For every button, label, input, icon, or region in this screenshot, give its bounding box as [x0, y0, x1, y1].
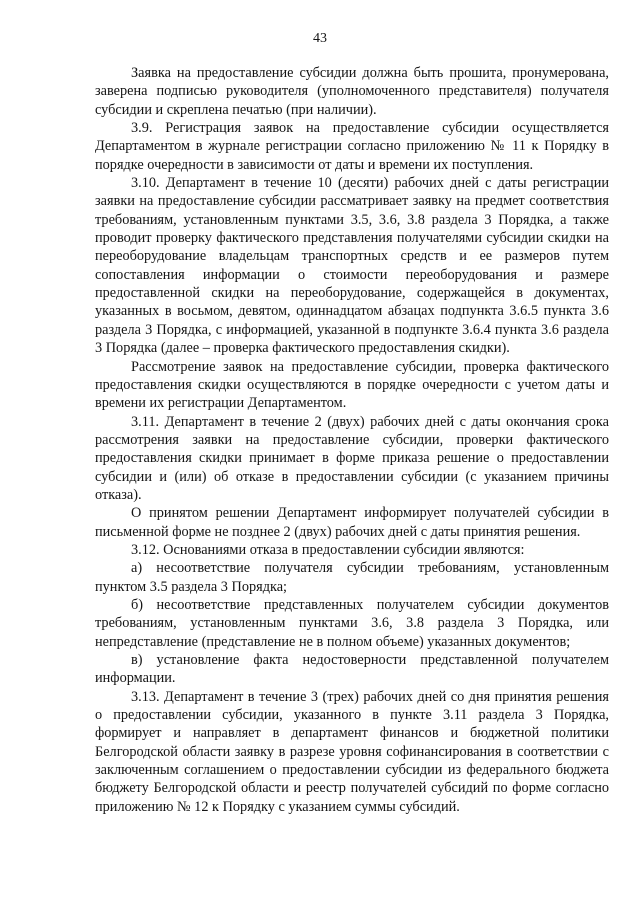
document-body	[95, 64, 609, 816]
paragraph-3-11-decision: 3.11. Департамент в течение 2 (двух) рабочих дней с даты окончания срока рассмотрения заявки на предоставление субсидии, проверки фактического предоставления скидки принимает в форме приказа решение о предоставлении субсидии и (или) об отказе в предоставлении субсидии (с указанием причины отказа).	[95, 413, 609, 503]
paragraph-review-order: Рассмотрение заявок на предоставление субсидии, проверка фактического предоставления скидки осуществляются в порядке очередности с учетом даты и времени их регистрации Департаментом.	[95, 358, 609, 412]
paragraph-3-10-review: 3.10. Департамент в течение 10 (десяти) рабочих дней с даты регистрации заявки на предоставление субсидии рассматривает заявку на предмет соответствия требованиям, установленным пунктами 3.5, 3.6, 3.8 раздела 3 Порядка, а также проводит проверку фактического представления получателями субсидии скидки на переоборудование владельцам транспортных средств и ее размеров путем сопоставления информации о стоимости переоборудования и размере предоставленной скидки на переоборудование, содержащейся в документах, указанных в восьмом, девятом, одиннадцатом абзацах подпункта 3.6.5 пункта 3.6 раздела 3 Порядка, с информацией, указанной в подпункте 3.6.4 пункта 3.6 раздела 3 Порядка (далее – проверка фактического предоставления скидки).	[95, 175, 609, 357]
paragraph-ground-c: в) установление факта недостоверности представленной получателем информации.	[95, 652, 609, 687]
paragraph-3-9-registration: 3.9. Регистрация заявок на предоставление субсидии осуществляется Департаментом в журнале регистрации согласно приложению № 11 к Порядку в порядке очередности в зависимости от даты и времени их поступления.	[95, 120, 609, 173]
paragraph-3-12-refusal-grounds: 3.12. Основаниями отказа в предоставлении субсидии являются:	[131, 541, 525, 558]
paragraph-ground-b: б) несоответствие представленных получателем субсидии документов требованиям, установленным пунктами 3.6, 3.8 раздела 3 Порядка, или непредставление (представление не в полном объеме) указанных документов;	[95, 596, 609, 650]
paragraph-ground-a: а) несоответствие получателя субсидии требованиям, установленным пунктом 3.5 раздела 3 Порядка;	[95, 560, 609, 595]
paragraph-application-binding: Заявка на предоставление субсидии должна быть прошита, пронумерована, заверена подписью руководителя (уполномоченного представителя) получателя субсидии и скреплена печатью (при наличии).	[95, 65, 609, 118]
page-number: 43	[313, 31, 327, 46]
paragraph-decision-notification: О принятом решении Департамент информирует получателей субсидии в письменной форме не позднее 2 (двух) рабочих дней с даты принятия решения.	[95, 505, 609, 540]
paragraph-3-13-request: 3.13. Департамент в течение 3 (трех) рабочих дней со дня принятия решения о предоставлении субсидии, указанного в пункте 3.11 раздела 3 Порядка, формирует и направляет в департамент финансов и бюджетной политики Белгородской области заявку в разрезе уровня софинансирования в соответствии с заключенным соглашением о предоставлении субсидии из федерального бюджета бюджету Белгородской области и реестр получателей субсидий по форме согласно приложению № 12 к Порядку с указанием суммы субсидий.	[95, 688, 609, 815]
